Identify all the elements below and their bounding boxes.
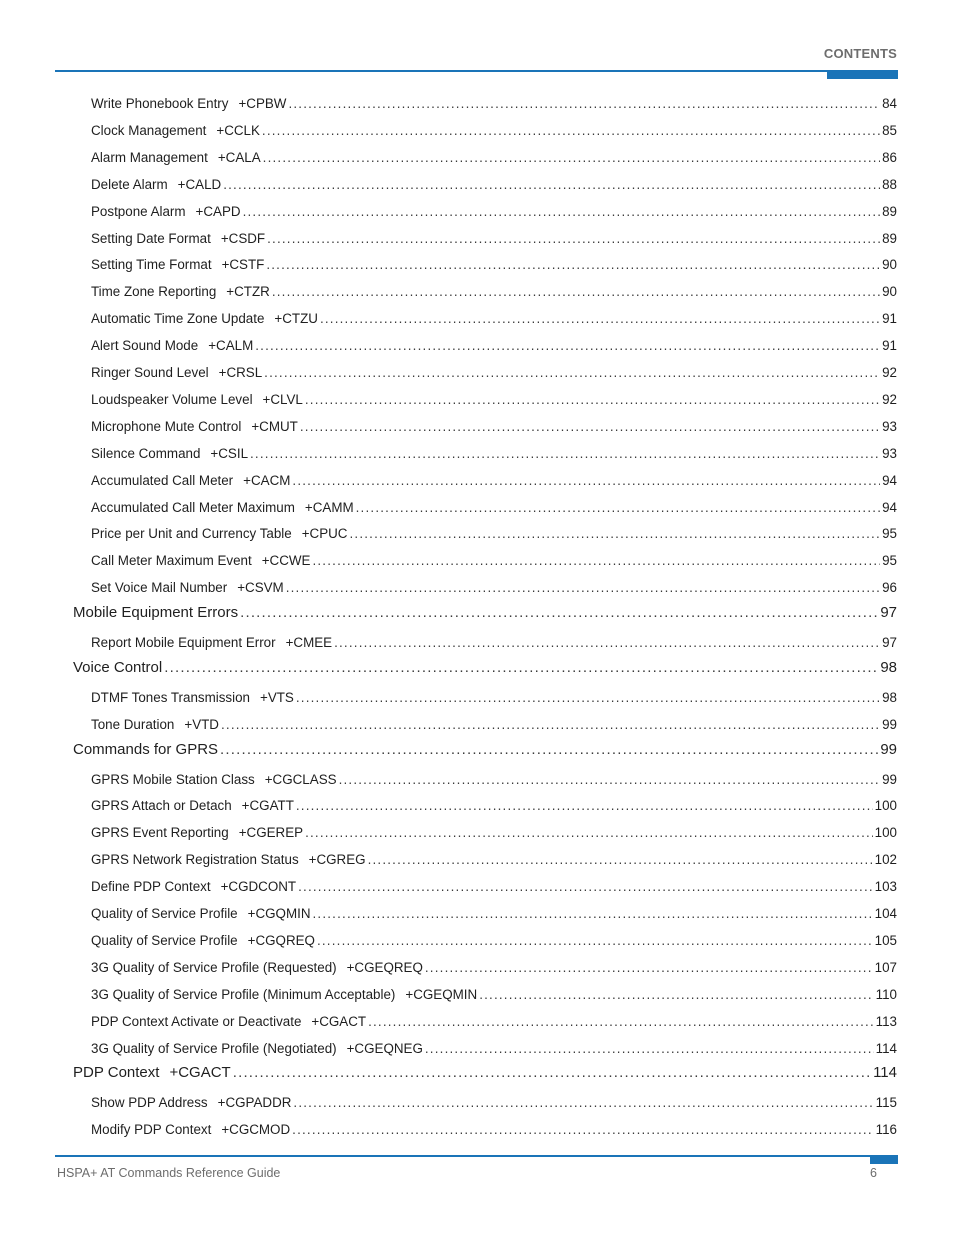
toc-entry-label (73, 659, 162, 676)
toc-subsection-entry[interactable] (91, 1122, 897, 1142)
toc-entry-title: Voice Control (73, 658, 163, 676)
toc-entry-label (91, 879, 296, 894)
toc-subsection-entry[interactable] (91, 526, 897, 546)
toc-entry-page-number: 86 (882, 149, 897, 165)
toc-entry-title: GPRS Attach or Detach (91, 798, 232, 814)
toc-entry-title: Silence Command (91, 445, 201, 461)
toc-entry-title: Accumulated Call Meter Maximum (91, 499, 295, 515)
toc-subsection-entry[interactable] (91, 1095, 897, 1115)
toc-entry-page-number: 104 (874, 906, 897, 921)
toc-entry-command: +CSTF (221, 257, 265, 273)
toc-entry-page-number: 115 (875, 1095, 897, 1111)
toc-entry-command: +CACM (243, 472, 291, 488)
toc-entry-page-number: 89 (882, 203, 897, 219)
toc-entry-label (91, 338, 253, 353)
toc-dot-leader (288, 96, 880, 111)
toc-dot-leader (298, 879, 873, 894)
toc-entry-title: Set Voice Mail Number (91, 580, 228, 596)
toc-dot-leader (368, 852, 873, 867)
toc-entry-command: +CAMM (304, 499, 354, 515)
toc-entry-title: 3G Quality of Service Profile (Minimum Acceptable) (91, 986, 396, 1002)
toc-entry-label (91, 798, 294, 813)
toc-entry-command: +CGQREQ (247, 932, 315, 948)
toc-entry-label (91, 311, 318, 326)
footer-document-title: HSPA+ AT Commands Reference Guide (57, 1166, 281, 1180)
toc-entry-command: +CTZR (226, 284, 270, 300)
toc-entry-label (91, 526, 347, 541)
toc-dot-leader (264, 365, 880, 380)
toc-dot-leader (293, 1095, 873, 1110)
toc-entry-command: +CPBW (238, 96, 287, 111)
toc-entry-command: +CGQMIN (247, 906, 311, 921)
toc-entry-command: +CSIL (210, 445, 249, 461)
toc-subsection-entry[interactable] (91, 177, 897, 197)
toc-entry-page-number: 110 (875, 986, 897, 1002)
toc-entry-page-number: 97 (880, 604, 897, 622)
toc-entry-title: Setting Time Format (91, 257, 212, 273)
toc-entry-label (91, 150, 261, 165)
toc-entry-page-number: 97 (882, 635, 897, 650)
toc-dot-leader (243, 204, 881, 219)
toc-dot-leader (240, 604, 878, 621)
footer-rule (55, 1155, 898, 1157)
toc-subsection-entry[interactable] (91, 580, 897, 600)
toc-dot-leader (320, 311, 880, 326)
toc-entry-title: Quality of Service Profile (91, 906, 238, 921)
toc-subsection-entry[interactable] (91, 123, 897, 143)
toc-entry-label (91, 123, 260, 138)
toc-subsection-entry[interactable] (91, 635, 897, 655)
toc-subsection-entry[interactable] (91, 690, 897, 710)
toc-entry-title: Mobile Equipment Errors (73, 604, 239, 622)
toc-entry-label (91, 553, 310, 568)
toc-subsection-entry[interactable] (91, 717, 897, 737)
toc-entry-label (91, 1014, 366, 1029)
toc-entry-label (91, 690, 294, 705)
toc-entry-label (91, 635, 332, 650)
toc-entry-command: +CGDCONT (220, 879, 297, 895)
toc-entry-page-number: 92 (882, 391, 897, 407)
toc-dot-leader (313, 906, 873, 921)
toc-dot-leader (305, 392, 880, 407)
toc-entry-label (91, 1041, 423, 1056)
toc-entry-title: Write Phonebook Entry (91, 96, 229, 111)
toc-entry-title: Price per Unit and Currency Table (91, 526, 292, 542)
toc-entry-title: GPRS Network Registration Status (91, 852, 299, 868)
toc-entry-page-number: 114 (873, 1064, 897, 1082)
toc-entry-title: Clock Management (91, 122, 207, 138)
toc-entry-label (91, 231, 265, 246)
toc-entry-title: Modify PDP Context (91, 1122, 212, 1138)
toc-dot-leader (425, 1041, 874, 1056)
toc-entry-command: +CGCMOD (221, 1122, 291, 1138)
toc-dot-leader (356, 500, 880, 515)
toc-subsection-entry[interactable] (91, 150, 897, 170)
toc-entry-label (91, 906, 311, 921)
toc-dot-leader (296, 690, 880, 705)
toc-entry-command: +CGATT (241, 798, 294, 814)
toc-subsection-entry[interactable] (91, 879, 897, 899)
toc-entry-command: +CGREG (308, 852, 366, 868)
toc-entry-page-number: 103 (874, 879, 897, 895)
toc-entry-command: +CMUT (251, 418, 298, 434)
toc-subsection-entry[interactable] (91, 365, 897, 385)
toc-entry-page-number: 91 (882, 338, 897, 354)
toc-subsection-entry[interactable] (91, 825, 897, 845)
toc-dot-leader (263, 150, 880, 165)
toc-entry-title: Delete Alarm (91, 176, 168, 192)
toc-dot-leader (220, 741, 878, 758)
toc-entry-page-number: 95 (882, 526, 897, 542)
toc-entry-label (91, 960, 423, 975)
toc-dot-leader (334, 635, 880, 650)
toc-entry-label (73, 741, 218, 758)
toc-entry-page-number: 107 (874, 959, 897, 975)
toc-entry-page-number: 100 (874, 798, 897, 814)
toc-entry-command: +CGACT (169, 1064, 231, 1082)
toc-section-entry[interactable] (73, 1064, 897, 1086)
toc-entry-page-number: 116 (875, 1122, 897, 1138)
toc-entry-command: +VTS (260, 689, 294, 705)
toc-subsection-entry[interactable] (91, 798, 897, 818)
toc-entry-title: GPRS Mobile Station Class (91, 771, 255, 787)
toc-entry-title: Loudspeaker Volume Level (91, 391, 253, 407)
toc-entry-title: Alarm Management (91, 149, 208, 165)
toc-dot-leader (479, 987, 873, 1002)
toc-entry-label (91, 1122, 290, 1137)
toc-subsection-entry[interactable] (91, 446, 897, 466)
toc-entry-page-number: 84 (882, 96, 897, 111)
toc-entry-page-number: 90 (882, 257, 897, 273)
toc-entry-page-number: 94 (882, 472, 897, 488)
toc-dot-leader (250, 446, 880, 461)
toc-subsection-entry[interactable] (91, 852, 897, 872)
toc-entry-label (91, 257, 264, 272)
toc-entry-label (91, 933, 315, 948)
toc-entry-title: 3G Quality of Service Profile (Requested) (91, 959, 337, 975)
toc-dot-leader (221, 717, 880, 732)
toc-entry-page-number: 99 (882, 771, 897, 787)
toc-subsection-entry[interactable] (91, 231, 897, 251)
toc-subsection-entry[interactable] (91, 933, 897, 953)
toc-entry-page-number: 100 (874, 825, 897, 841)
toc-entry-label (91, 500, 354, 515)
toc-entry-title: Show PDP Address (91, 1095, 208, 1111)
toc-entry-page-number: 99 (880, 740, 897, 758)
toc-entry-command: +CLVL (262, 391, 303, 407)
toc-entry-title: Define PDP Context (91, 879, 211, 895)
toc-section-entry[interactable] (73, 604, 897, 626)
toc-entry-command: +CALA (217, 149, 261, 165)
toc-dot-leader (262, 123, 880, 138)
toc-entry-command: +CGACT (311, 1013, 367, 1029)
toc-entry-page-number: 90 (882, 284, 897, 300)
toc-entry-title: DTMF Tones Transmission (91, 689, 250, 705)
toc-entry-page-number: 85 (882, 122, 897, 138)
toc-subsection-entry[interactable] (91, 392, 897, 412)
toc-entry-command: +CGEQREQ (346, 959, 423, 975)
toc-entry-title: Accumulated Call Meter (91, 472, 234, 488)
toc-entry-page-number: 95 (882, 553, 897, 569)
toc-subsection-entry[interactable] (91, 257, 897, 277)
toc-subsection-entry[interactable] (91, 284, 897, 304)
toc-subsection-entry[interactable] (91, 473, 897, 493)
toc-subsection-entry[interactable] (91, 987, 897, 1007)
toc-dot-leader (267, 231, 880, 246)
toc-entry-page-number: 99 (882, 716, 897, 732)
toc-subsection-entry[interactable] (91, 553, 897, 573)
toc-dot-leader (292, 473, 880, 488)
toc-subsection-entry[interactable] (91, 338, 897, 358)
toc-entry-label (91, 473, 290, 488)
toc-entry-command: +CCWE (261, 553, 311, 569)
toc-entry-page-number: 114 (875, 1040, 897, 1056)
toc-dot-leader (317, 933, 873, 948)
toc-entry-label (91, 772, 337, 787)
toc-subsection-entry[interactable] (91, 1014, 897, 1034)
toc-entry-page-number: 102 (874, 852, 897, 868)
toc-entry-title: Tone Duration (91, 716, 175, 732)
toc-dot-leader (349, 526, 880, 541)
toc-entry-label (91, 177, 221, 192)
toc-subsection-entry[interactable] (91, 960, 897, 980)
toc-entry-title: Microphone Mute Control (91, 418, 242, 434)
toc-entry-command: +CGCLASS (264, 771, 337, 787)
toc-entry-command: +CPUC (301, 526, 348, 542)
toc-subsection-entry[interactable] (91, 96, 897, 116)
toc-entry-label (91, 419, 298, 434)
toc-entry-command: +CGEQMIN (405, 986, 478, 1002)
toc-entry-command: +CALM (208, 338, 254, 354)
toc-entry-label (91, 852, 366, 867)
toc-entry-page-number: 92 (882, 365, 897, 380)
toc-entry-label (91, 284, 270, 299)
toc-entry-page-number: 94 (882, 499, 897, 515)
toc-entry-page-number: 93 (882, 445, 897, 461)
toc-entry-title: Automatic Time Zone Update (91, 311, 265, 327)
toc-entry-command: +VTD (184, 716, 219, 732)
toc-subsection-entry[interactable] (91, 1041, 897, 1061)
toc-entry-title: Alert Sound Mode (91, 338, 199, 354)
toc-entry-page-number: 91 (882, 311, 897, 327)
toc-subsection-entry[interactable] (91, 500, 897, 520)
toc-entry-page-number: 93 (882, 418, 897, 434)
toc-entry-label (91, 1095, 291, 1110)
footer-page-number: 6 (870, 1166, 877, 1180)
toc-dot-leader (266, 257, 880, 272)
toc-entry-label (73, 604, 238, 621)
toc-entry-title: Commands for GPRS (73, 740, 219, 758)
toc-entry-command: +CTZU (274, 311, 318, 327)
toc-entry-title: Call Meter Maximum Event (91, 553, 252, 569)
toc-subsection-entry[interactable] (91, 772, 897, 792)
toc-entry-label (73, 1064, 231, 1081)
toc-dot-leader (223, 177, 880, 192)
toc-entry-title: PDP Context (73, 1064, 160, 1082)
toc-entry-command: +CGEREP (238, 825, 304, 841)
header-rule (55, 70, 898, 72)
toc-subsection-entry[interactable] (91, 204, 897, 224)
toc-entry-page-number: 98 (882, 689, 897, 705)
toc-section-entry[interactable] (73, 741, 897, 763)
toc-entry-label (91, 580, 284, 595)
toc-entry-label (91, 987, 477, 1002)
toc-entry-title: GPRS Event Reporting (91, 825, 229, 841)
toc-entry-command: +CMEE (285, 635, 333, 650)
toc-entry-title: Time Zone Reporting (91, 284, 217, 300)
toc-entry-label (91, 96, 286, 111)
toc-dot-leader (233, 1064, 871, 1081)
toc-entry-page-number: 96 (882, 580, 897, 596)
toc-dot-leader (368, 1014, 874, 1029)
toc-dot-leader (312, 553, 880, 568)
toc-entry-label (91, 717, 219, 732)
toc-entry-label (91, 392, 303, 407)
toc-entry-command: +CSDF (220, 230, 266, 246)
toc-entry-command: +CRSL (218, 365, 263, 380)
toc-dot-leader (296, 798, 873, 813)
toc-dot-leader (339, 772, 881, 787)
toc-entry-page-number: 105 (874, 932, 897, 948)
toc-dot-leader (286, 580, 880, 595)
toc-dot-leader (305, 825, 873, 840)
toc-entry-command: +CGPADDR (217, 1095, 292, 1111)
toc-entry-label (91, 446, 248, 461)
toc-entry-title: Report Mobile Equipment Error (91, 635, 276, 650)
toc-entry-command: +CALD (177, 176, 222, 192)
toc-entry-title: PDP Context Activate or Deactivate (91, 1013, 302, 1029)
toc-dot-leader (255, 338, 880, 353)
toc-entry-title: Quality of Service Profile (91, 932, 238, 948)
header-accent-tab (827, 70, 898, 79)
page-header-title: CONTENTS (823, 46, 897, 61)
toc-entry-page-number: 89 (882, 230, 897, 246)
toc-dot-leader (425, 960, 873, 975)
toc-dot-leader (164, 659, 878, 676)
toc-subsection-entry[interactable] (91, 311, 897, 331)
toc-entry-command: +CCLK (216, 122, 260, 138)
toc-entry-title: 3G Quality of Service Profile (Negotiated) (91, 1040, 337, 1056)
toc-entry-command: +CAPD (195, 203, 241, 219)
toc-entry-page-number: 88 (882, 176, 897, 192)
toc-entry-title: Ringer Sound Level (91, 365, 209, 380)
toc-entry-page-number: 98 (880, 658, 897, 676)
toc-section-entry[interactable] (73, 659, 897, 681)
toc-subsection-entry[interactable] (91, 419, 897, 439)
toc-entry-title: Setting Date Format (91, 230, 211, 246)
toc-entry-label (91, 825, 303, 840)
toc-dot-leader (272, 284, 880, 299)
toc-entry-label (91, 365, 262, 380)
footer-accent-tab (870, 1155, 898, 1164)
toc-entry-label (91, 204, 241, 219)
toc-entry-title: Postpone Alarm (91, 203, 186, 219)
toc-subsection-entry[interactable] (91, 906, 897, 926)
toc-dot-leader (300, 419, 880, 434)
toc-dot-leader (292, 1122, 873, 1137)
toc-entry-command: +CSVM (237, 580, 284, 596)
toc-entry-command: +CGEQNEG (346, 1040, 423, 1056)
toc-entry-page-number: 113 (875, 1013, 897, 1029)
